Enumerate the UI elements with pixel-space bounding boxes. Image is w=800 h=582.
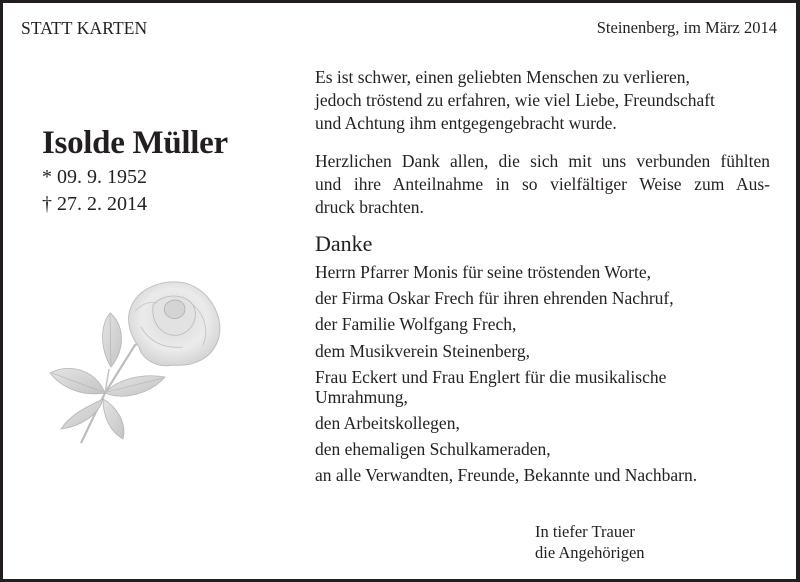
signature: [535, 521, 645, 563]
rose-icon: [43, 275, 233, 445]
thanks-line: druck brachten.: [315, 197, 424, 217]
signature-line-1: In tiefer Trauer: [535, 522, 635, 541]
deceased-name: Isolde Müller: [42, 125, 228, 161]
header-place-date: Steinenberg, im März 2014: [596, 18, 777, 37]
list-item: der Familie Wolfgang Frech,: [315, 314, 517, 335]
list-item: Frau Eckert und Frau Englert für die musikalische: [315, 366, 667, 387]
list-item: dem Musikverein Steinenberg,: [315, 340, 530, 361]
list-item: Herrn Pfarrer Monis für seine tröstenden Worte,: [315, 262, 652, 282]
birth-date: * 09. 9. 1952: [42, 166, 147, 188]
list-item: den Arbeitskollegen,: [315, 412, 460, 433]
intro-line: jedoch tröstend zu erfahren, wie viel Liebe, Freundschaft: [315, 90, 715, 110]
intro-line: und Achtung ihm entgegengebracht wurde.: [315, 113, 617, 133]
danke-heading: Danke: [315, 231, 373, 256]
thanks-line: Herzlichen Dank allen, die sich mit uns verbunden fühlten: [315, 151, 770, 171]
intro-line: Es ist schwer, einen geliebten Menschen zu verlieren,: [315, 67, 690, 87]
list-item: Umrahmung,: [315, 386, 408, 407]
thanks-line: und ihre Anteilnahme in so vielfältiger Weise zum Aus-: [315, 174, 770, 194]
header-statt-karten: STATT KARTEN: [21, 18, 148, 38]
signature-line-2: die Angehörigen: [535, 543, 645, 562]
list-item: an alle Verwandten, Freunde, Bekannte und Nachbarn.: [315, 465, 698, 486]
list-item: der Firma Oskar Frech für ihren ehrenden Nachruf,: [315, 288, 674, 309]
intro-paragraph: [315, 66, 775, 135]
thanks-paragraph: [315, 150, 770, 219]
death-date: † 27. 2. 2014: [42, 193, 147, 215]
list-item: den ehemaligen Schulkameraden,: [315, 439, 551, 460]
danke-list: [315, 262, 697, 492]
